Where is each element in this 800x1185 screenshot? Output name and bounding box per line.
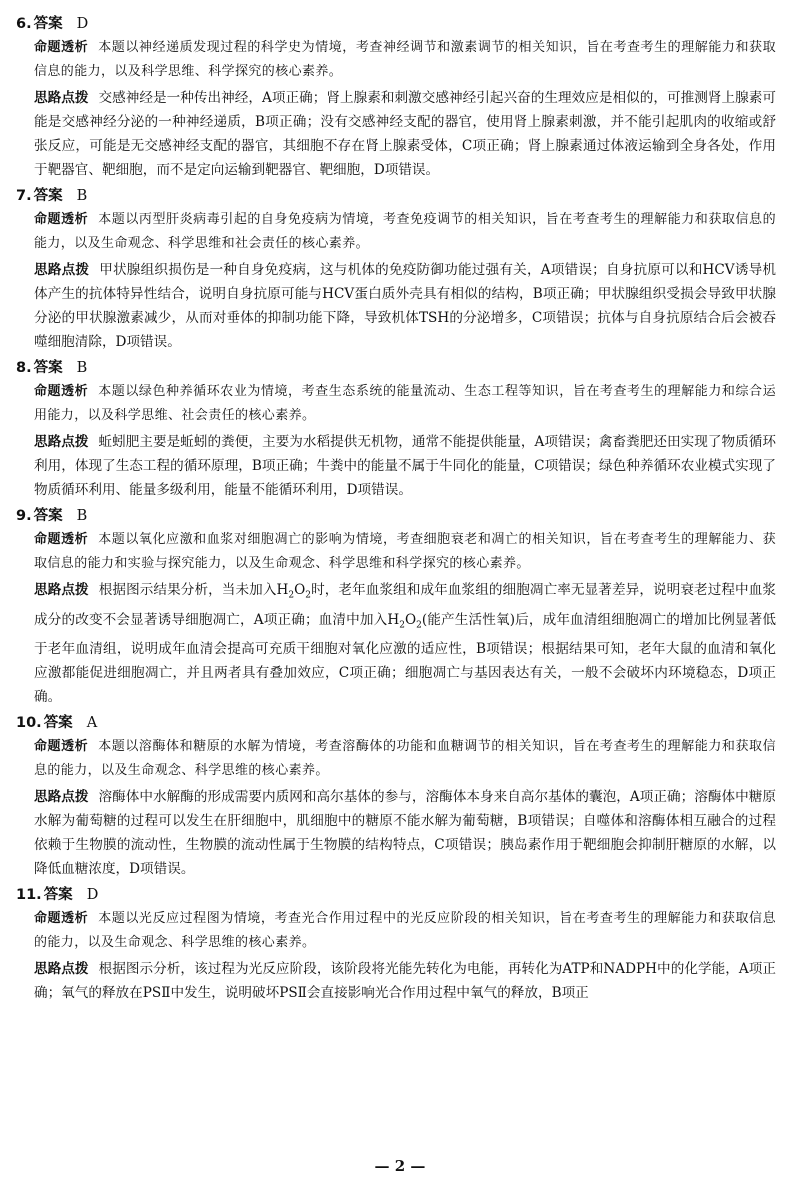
- analysis-label: 命题透析: [34, 532, 89, 547]
- answer-line: [16, 356, 776, 380]
- answer-label: 答案: [33, 360, 63, 376]
- answer-value: D: [76, 16, 89, 32]
- answer-item-6: [16, 12, 776, 182]
- approach-label: 思路点拨: [34, 90, 89, 106]
- approach-label: 思路点拨: [34, 582, 89, 598]
- answer-line: [16, 184, 776, 208]
- analysis-label: 命题透析: [34, 212, 89, 227]
- analysis-text: 本题以绿色种养循环农业为情境，考查生态系统的能量流动、生态工程等知识，旨在考查考生的理解能力和综合运用能力，以及科学思维、社会责任的核心素养。: [34, 384, 776, 423]
- answer-item-10: [16, 711, 776, 881]
- answer-item-11: [16, 883, 776, 1005]
- question-number: 9.: [16, 508, 32, 524]
- approach-label: 思路点拨: [34, 789, 89, 806]
- analysis-paragraph: [34, 208, 776, 256]
- approach-text: 甲状腺组织损伤是一种自身免疫病，这与机体的免疫防御功能过强有关，A项错误；自身抗原可以和HCV诱导机体产生的抗体特异性结合，说明自身抗原可能与HCV蛋白质外壳具有相似的结构，B项正确；甲状腺组织受损会导致甲状腺分泌的甲状腺激素减少，从而对垂体的抑制功能下降，导致机体TSH的分泌增多，C项错误；抗体与自身抗原结合后会被吞噬细胞清除，D项错误。: [34, 262, 777, 350]
- analysis-paragraph: [34, 528, 776, 576]
- approach-text: 根据图示分析，该过程为光反应阶段，该阶段将光能先转化为电能，再转化为ATP和NADPH中的化学能，A项正确；氧气的释放在PSⅡ中发生，说明破坏PSⅡ会直接影响光合作用过程中氧气的释放，B项正: [34, 961, 777, 1002]
- answer-label: 答案: [33, 508, 63, 524]
- answer-item-7: [16, 184, 776, 354]
- approach-paragraph: [34, 258, 776, 354]
- question-number: 7.: [16, 188, 32, 204]
- approach-paragraph: [34, 957, 776, 1005]
- answer-value: B: [76, 188, 88, 204]
- analysis-label: 命题透析: [34, 40, 89, 55]
- answer-label: 答案: [33, 16, 63, 32]
- analysis-text: 本题以氧化应激和血浆对细胞凋亡的影响为情境，考查细胞衰老和凋亡的相关知识，旨在考查考生的理解能力、获取信息的能力和实验与探究能力，以及生命观念、科学思维和科学探究的核心素养。: [34, 532, 776, 571]
- approach-text: 溶酶体中水解酶的形成需要内质网和高尔基体的参与，溶酶体本身来自高尔基体的囊泡，A项正确；溶酶体中糖原水解为葡萄糖的过程可以发生在肝细胞中，肌细胞中的糖原不能水解为葡萄糖，B项错误；自噬体和溶酶体相互融合的过程依赖于生物膜的流动性，生物膜的流动性属于生物膜的结构特点，C项错误；胰岛素作用于靶细胞会抑制肝糖原的水解，以降低血糖浓度，D项错误。: [34, 789, 776, 878]
- answer-item-8: [16, 356, 776, 502]
- approach-text: 交感神经是一种传出神经，A项正确；肾上腺素和刺激交感神经引起兴奋的生理效应是相似的，可推测肾上腺素可能是交感神经分泌的一种神经递质，B项正确；没有交感神经支配的器官，使用肾上腺素刺激，并不能引起肌肉的收缩或舒张反应，可能是无交感神经支配的器官，其细胞不存在肾上腺素受体，C项正确；肾上腺素通过体液运输到全身各处，作用于靶器官、靶细胞，而不是定向运输到靶器官、靶细胞，D项错误。: [34, 90, 776, 178]
- approach-paragraph: [34, 430, 776, 502]
- question-number: 6.: [16, 16, 32, 32]
- analysis-text: 本题以溶酶体和糖原的水解为情境，考查溶酶体的功能和血糖调节的相关知识，旨在考查考生的理解能力和获取信息的能力，以及生命观念、科学思维的核心素养。: [34, 739, 776, 779]
- approach-paragraph: [34, 86, 776, 182]
- approach-label: 思路点拨: [34, 262, 90, 278]
- answer-line: [16, 12, 776, 36]
- answer-label: 答案: [43, 887, 73, 904]
- analysis-paragraph: [34, 36, 776, 84]
- analysis-paragraph: [34, 735, 776, 783]
- page-number: — 2 —: [374, 1157, 426, 1175]
- question-number: 11.: [16, 887, 42, 904]
- analysis-paragraph: [34, 907, 776, 955]
- answer-value: A: [86, 715, 98, 732]
- analysis-label: 命题透析: [34, 384, 89, 399]
- analysis-label: 命题透析: [34, 911, 89, 927]
- approach-text: 蚯蚓肥主要是蚯蚓的粪便，主要为水稻提供无机物，通常不能提供能量，A项错误；禽畜粪肥还田实现了物质循环利用，体现了生态工程的循环原理，B项正确；牛粪中的能量不属于牛同化的能量，C项错误；绿色种养循环农业模式实现了物质循环利用、能量多级利用，能量不能循环利用，D项错误。: [34, 434, 776, 498]
- answer-value: B: [76, 360, 88, 376]
- answer-label: 答案: [33, 188, 63, 204]
- approach-text: 根据图示结果分析，当未加入$H_2O_2$时，老年血浆组和成年血浆组的细胞凋亡率无显著差异，说明衰老过程中血浆成分的改变不会显著诱导细胞凋亡，A项正确；血清中加入$H_2O_2$(能产生活性氧)后，成年血清组细胞凋亡的增加比例显著低于老年血清组，说明成年血清会提高可充质干细胞对氧化应激的适应性，B项错误；根据结果可知，老年大鼠的血清和氧化应激都能促进细胞凋亡，并且两者具有叠加效应，C项正确；细胞凋亡与基因表达有关，一般不会破坏内环境稳态，D项正确。: [34, 582, 777, 706]
- analysis-text: 本题以光反应过程图为情境，考查光合作用过程中的光反应阶段的相关知识，旨在考查考生的理解能力和获取信息的能力，以及生命观念、科学思维的核心素养。: [34, 911, 776, 951]
- analysis-paragraph: [34, 380, 776, 428]
- answer-line: [16, 504, 776, 528]
- answer-value: B: [76, 508, 88, 524]
- approach-paragraph: [34, 578, 776, 709]
- answer-line: [16, 711, 776, 735]
- approach-label: 思路点拨: [34, 961, 89, 978]
- analysis-text: 本题以丙型肝炎病毒引起的自身免疫病为情境，考查免疫调节的相关知识，旨在考查考生的理解能力和获取信息的能力，以及生命观念、科学思维和社会责任的核心素养。: [34, 212, 776, 251]
- answer-line: [16, 883, 776, 907]
- answer-label: 答案: [43, 715, 73, 732]
- answer-value: D: [86, 887, 99, 904]
- analysis-label: 命题透析: [34, 739, 89, 755]
- answer-item-9: [16, 504, 776, 709]
- analysis-text: 本题以神经递质发现过程的科学史为情境，考查神经调节和激素调节的相关知识，旨在考查考生的理解能力和获取信息的能力，以及科学思维、科学探究的核心素养。: [34, 40, 776, 79]
- question-number: 10.: [16, 715, 42, 732]
- question-number: 8.: [16, 360, 32, 376]
- approach-label: 思路点拨: [34, 434, 89, 450]
- approach-paragraph: [34, 785, 776, 881]
